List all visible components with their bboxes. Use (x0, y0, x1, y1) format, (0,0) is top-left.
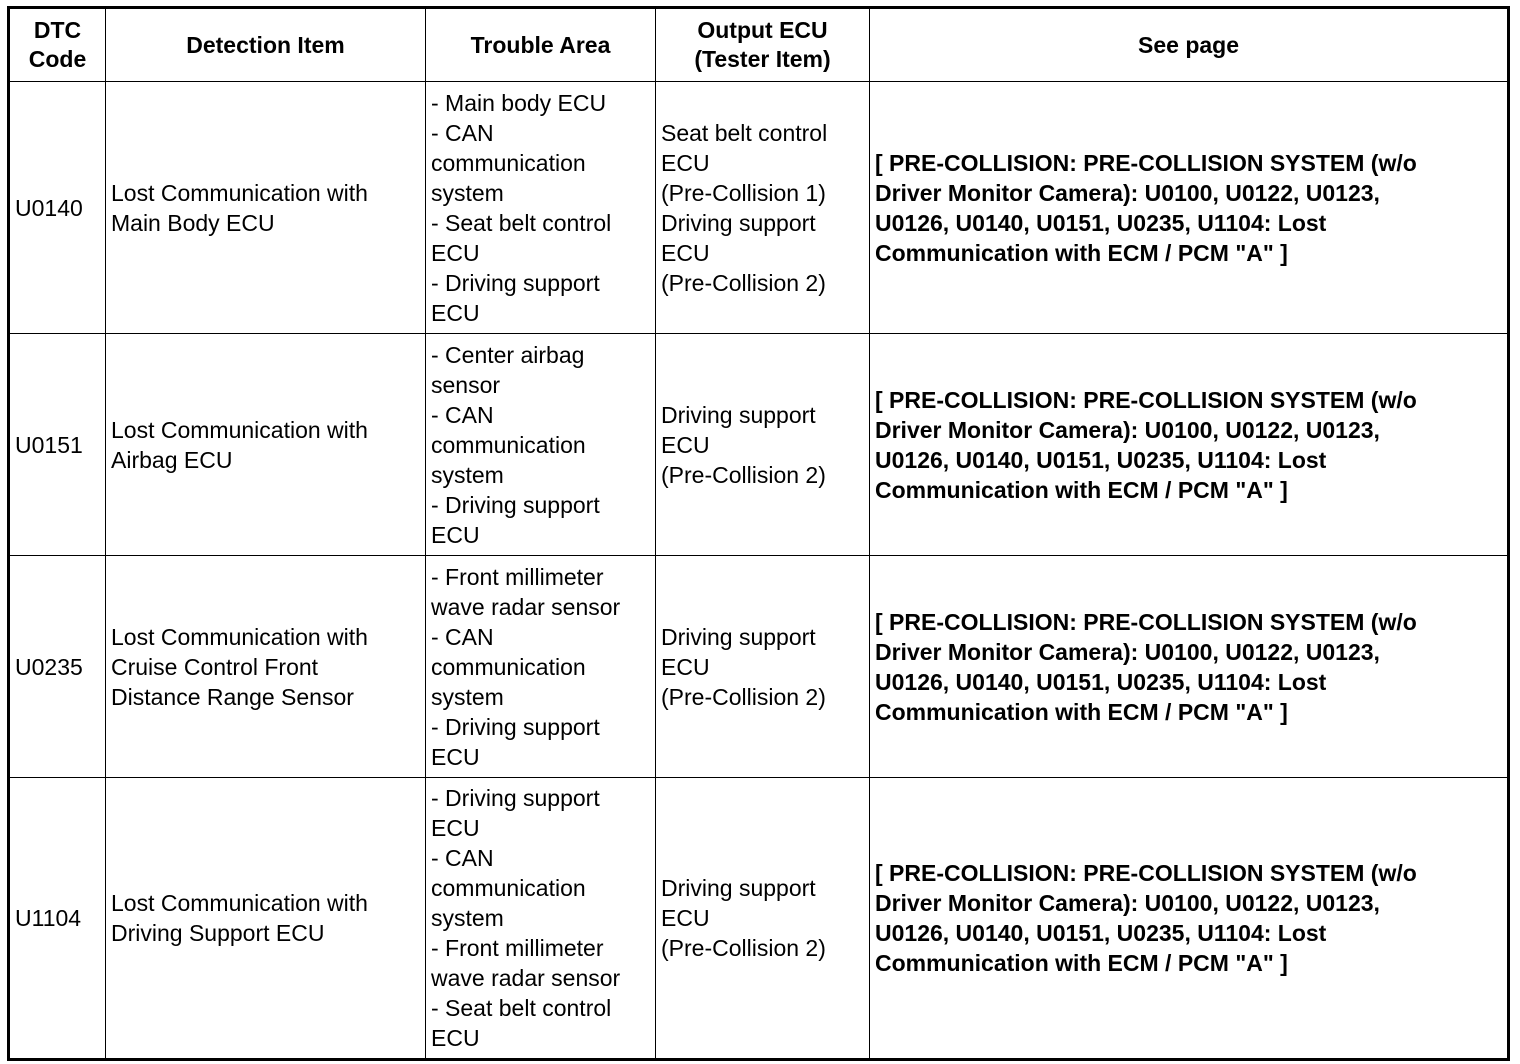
header-trouble-area: Trouble Area (426, 8, 656, 82)
output-ecu-cell: Driving support ECU (Pre-Collision 2) (656, 334, 870, 556)
see-page-link[interactable]: [ PRE-COLLISION: PRE-COLLISION SYSTEM (w/o Driver Monitor Camera): U0100, U0122, U0123, U0126, U0140, U0151, U0235, U1104: Lost Communication with ECM / PCM "A" ] (870, 778, 1509, 1060)
header-detection-item: Detection Item (106, 8, 426, 82)
detection-item-cell: Lost Communication with Main Body ECU (106, 82, 426, 334)
header-dtc-code: DTC Code (9, 8, 106, 82)
header-output-ecu: Output ECU (Tester Item) (656, 8, 870, 82)
trouble-area-cell: - Main body ECU - CAN communication system - Seat belt control ECU - Driving support ECU (426, 82, 656, 334)
table-row (9, 556, 1509, 778)
trouble-area-cell: - Center airbag sensor - CAN communication system - Driving support ECU (426, 334, 656, 556)
table-row (9, 778, 1509, 1060)
output-ecu-cell: Seat belt control ECU (Pre-Collision 1) Driving support ECU (Pre-Collision 2) (656, 82, 870, 334)
detection-item-cell: Lost Communication with Driving Support ECU (106, 778, 426, 1060)
table-row (9, 82, 1509, 334)
trouble-area-cell: - Front millimeter wave radar sensor - CAN communication system - Driving support ECU (426, 556, 656, 778)
header-row (9, 8, 1509, 82)
table-body (9, 82, 1509, 1060)
see-page-link[interactable]: [ PRE-COLLISION: PRE-COLLISION SYSTEM (w/o Driver Monitor Camera): U0100, U0122, U0123, U0126, U0140, U0151, U0235, U1104: Lost Communication with ECM / PCM "A" ] (870, 334, 1509, 556)
table-row (9, 334, 1509, 556)
detection-item-cell: Lost Communication with Airbag ECU (106, 334, 426, 556)
trouble-area-cell: - Driving support ECU - CAN communication system - Front millimeter wave radar sensor - Seat belt control ECU (426, 778, 656, 1060)
header-see-page: See page (870, 8, 1509, 82)
dtc-code-cell: U0140 (9, 82, 106, 334)
output-ecu-cell: Driving support ECU (Pre-Collision 2) (656, 778, 870, 1060)
output-ecu-cell: Driving support ECU (Pre-Collision 2) (656, 556, 870, 778)
see-page-link[interactable]: [ PRE-COLLISION: PRE-COLLISION SYSTEM (w/o Driver Monitor Camera): U0100, U0122, U0123, U0126, U0140, U0151, U0235, U1104: Lost Communication with ECM / PCM "A" ] (870, 82, 1509, 334)
see-page-link[interactable]: [ PRE-COLLISION: PRE-COLLISION SYSTEM (w/o Driver Monitor Camera): U0100, U0122, U0123, U0126, U0140, U0151, U0235, U1104: Lost Communication with ECM / PCM "A" ] (870, 556, 1509, 778)
dtc-table (7, 6, 1510, 1061)
dtc-code-cell: U1104 (9, 778, 106, 1060)
dtc-code-cell: U0151 (9, 334, 106, 556)
dtc-code-cell: U0235 (9, 556, 106, 778)
detection-item-cell: Lost Communication with Cruise Control Front Distance Range Sensor (106, 556, 426, 778)
